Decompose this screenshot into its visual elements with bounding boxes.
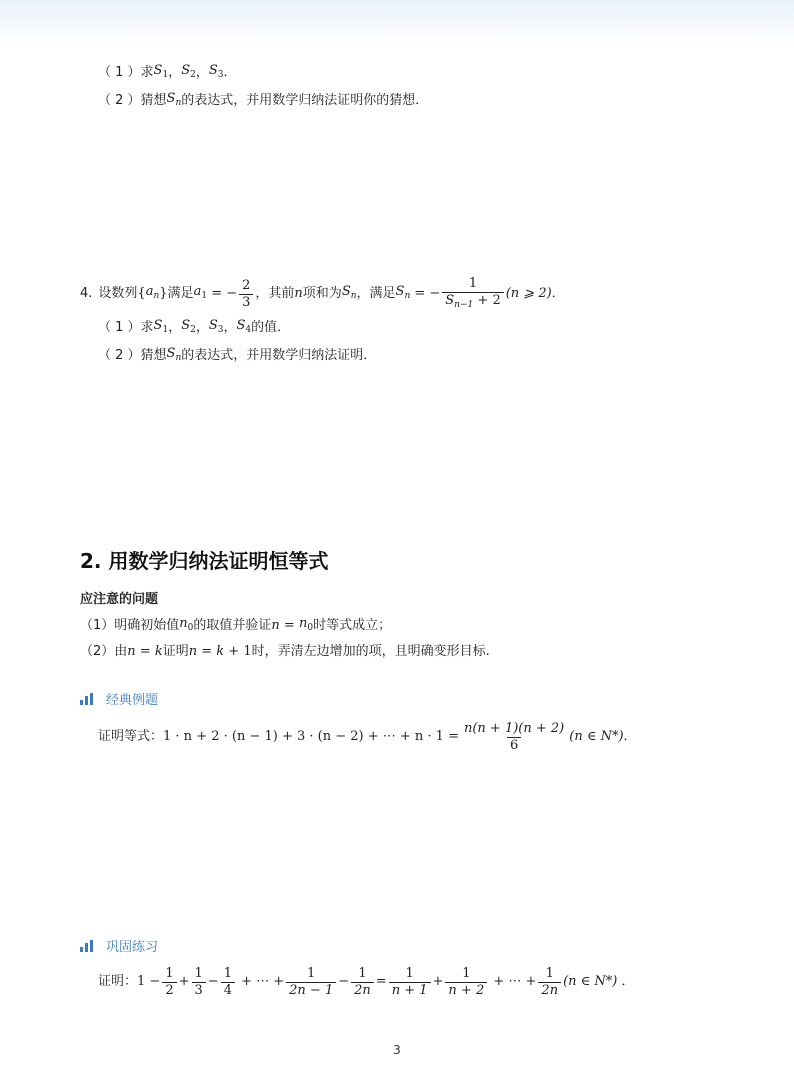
page-number: 3 [393,1043,401,1057]
note-2: （2）由 n = k 证明 n = k + 1 时，弄清左边增加的项，且明确变形目标. [80,644,490,659]
q3-part1: （ 1 ）求 $S_1$ ， $S_2$ ， $S_3$ ． [98,63,237,80]
q4-stem: 4. 设数列 { $a_n$ } 满足 $a_1$ = − $\frac{2}{3}$ ，其前 n 项和为 $S_n$ ，满足 $S_n$ = − $\frac{1}{S_{n-1} + 2}$ (n ⩾ 2) ． [80,276,565,312]
section-title: 2. 用数学归纳法证明恒等式 [80,549,329,573]
q4-part1: （ 1 ）求 $S_1$ ， $S_2$ ， $S_3$ ， $S_4$ 的值． [98,318,291,335]
practice-equation: 证明： 1 − $\frac{1}{2}$ + $\frac{1}{3}$ − $\frac{1}{4}$ + ⋯ + $\frac{1}{2n - 1}$ − $\frac{1}{2n}$ = $\frac{1}{n + 1}$ + $\frac{1}{n + 2}$ + ⋯ + $\frac{1}{2n}$ (n ∈ N*) ． [98,965,635,998]
example-label: 经典例题 [80,689,158,708]
q4-part2: （ 2 ）猜想 $S_n$ 的表达式，并用数学归纳法证明． [98,346,377,363]
example-fraction: $\frac{n(n + 1)(n + 2)}{6}$ [463,720,565,753]
fraction-2-3: $\frac{2}{3}$ [239,278,253,311]
bar-chart-icon [80,693,96,705]
practice-label: 巩固练习 [80,936,158,955]
bar-chart-icon [80,940,96,952]
example-equation: 证明等式： 1 · n + 2 · (n − 1) + 3 · (n − 2) + ⋯ + n · 1 = $\frac{n(n + 1)(n + 2)}{6}$ (n ∈ N*) ． [98,720,637,753]
q3-part2: （ 2 ）猜想 $S_n$ 的表达式，并用数学归纳法证明你的猜想． [98,91,429,108]
subhead: 应注意的问题 [80,592,159,607]
note-1: （1）明确初始值 $n_0$ 的取值并验证 n = $n_0$ 时等式成立； [80,616,392,633]
header-band [0,0,794,44]
fraction-recurrence: $\frac{1}{S_{n-1} + 2}$ [442,276,503,313]
